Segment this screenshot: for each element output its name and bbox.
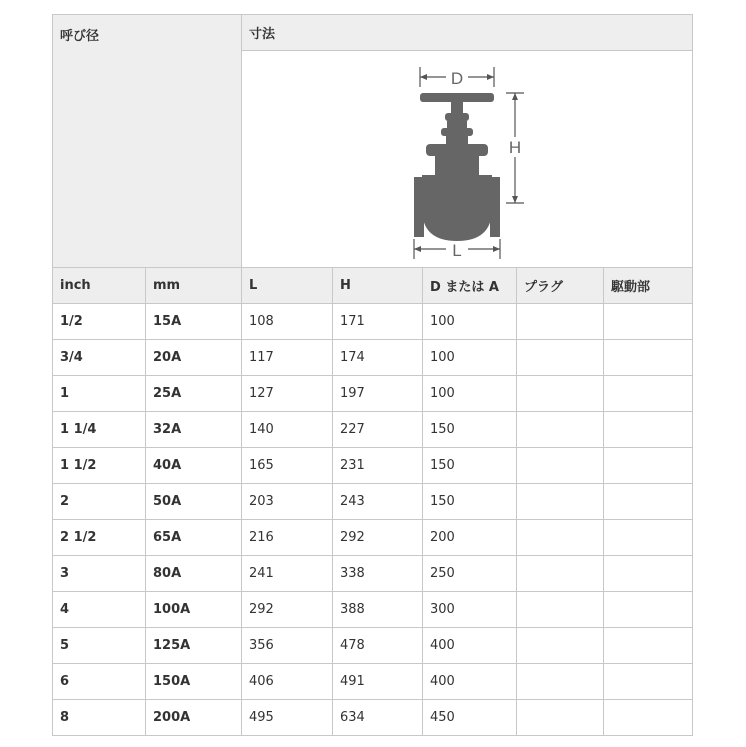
d-cell: 300 [423, 592, 517, 628]
drive-cell [604, 592, 693, 628]
table-row [53, 520, 693, 556]
drive-cell [604, 412, 693, 448]
label-l: L [452, 240, 462, 260]
table-row [53, 484, 693, 520]
nominal-size-header: 呼び径 [53, 15, 242, 268]
l-cell: 140 [242, 412, 333, 448]
label-d: D [450, 68, 464, 88]
plug-cell [517, 304, 604, 340]
l-cell: 108 [242, 304, 333, 340]
column-header-plug: プラグ [517, 268, 604, 304]
l-cell: 203 [242, 484, 333, 520]
h-cell: 197 [333, 376, 423, 412]
plug-cell [517, 520, 604, 556]
mm-cell: 25A [146, 376, 242, 412]
table-row [53, 664, 693, 700]
table-row [53, 304, 693, 340]
table-row [53, 628, 693, 664]
mm-cell: 150A [146, 664, 242, 700]
h-cell: 491 [333, 664, 423, 700]
l-cell: 117 [242, 340, 333, 376]
column-header-mm: mm [146, 268, 242, 304]
inch-cell: 2 [53, 484, 146, 520]
mm-cell: 20A [146, 340, 242, 376]
d-cell: 150 [423, 412, 517, 448]
mm-cell: 100A [146, 592, 242, 628]
drive-cell [604, 304, 693, 340]
d-cell: 150 [423, 484, 517, 520]
table-row [53, 340, 693, 376]
column-header-inch: inch [53, 268, 146, 304]
dimensions-header: 寸法 [242, 15, 693, 51]
valve-dimension-table [52, 14, 693, 736]
plug-cell [517, 376, 604, 412]
l-cell: 356 [242, 628, 333, 664]
plug-cell [517, 340, 604, 376]
l-cell: 216 [242, 520, 333, 556]
h-cell: 243 [333, 484, 423, 520]
h-cell: 478 [333, 628, 423, 664]
plug-cell [517, 628, 604, 664]
table-row [53, 412, 693, 448]
d-cell: 450 [423, 700, 517, 736]
d-cell: 100 [423, 304, 517, 340]
h-cell: 388 [333, 592, 423, 628]
drive-cell [604, 664, 693, 700]
plug-cell [517, 664, 604, 700]
inch-cell: 5 [53, 628, 146, 664]
plug-cell [517, 448, 604, 484]
column-header-l: L [242, 268, 333, 304]
h-cell: 174 [333, 340, 423, 376]
mm-cell: 40A [146, 448, 242, 484]
inch-cell: 1 [53, 376, 146, 412]
plug-cell [517, 412, 604, 448]
inch-cell: 1 1/4 [53, 412, 146, 448]
l-cell: 406 [242, 664, 333, 700]
drive-cell [604, 340, 693, 376]
mm-cell: 125A [146, 628, 242, 664]
h-cell: 292 [333, 520, 423, 556]
column-header-drive: 駆動部 [604, 268, 693, 304]
inch-cell: 6 [53, 664, 146, 700]
plug-cell [517, 592, 604, 628]
drive-cell [604, 556, 693, 592]
gate-valve-diagram [402, 57, 532, 262]
plug-cell [517, 556, 604, 592]
inch-cell: 2 1/2 [53, 520, 146, 556]
column-header-d: D または A [423, 268, 517, 304]
inch-cell: 3 [53, 556, 146, 592]
drive-cell [604, 520, 693, 556]
drive-cell [604, 700, 693, 736]
label-h: H [508, 137, 522, 157]
l-cell: 495 [242, 700, 333, 736]
plug-cell [517, 484, 604, 520]
l-cell: 165 [242, 448, 333, 484]
mm-cell: 200A [146, 700, 242, 736]
h-cell: 227 [333, 412, 423, 448]
drive-cell [604, 376, 693, 412]
mm-cell: 32A [146, 412, 242, 448]
h-cell: 171 [333, 304, 423, 340]
table-row [53, 700, 693, 736]
table-row [53, 556, 693, 592]
drive-cell [604, 484, 693, 520]
inch-cell: 1/2 [53, 304, 146, 340]
d-cell: 150 [423, 448, 517, 484]
d-cell: 100 [423, 376, 517, 412]
spec-table-container [52, 14, 692, 736]
mm-cell: 15A [146, 304, 242, 340]
d-cell: 400 [423, 628, 517, 664]
valve-diagram-cell [242, 51, 693, 268]
d-cell: 400 [423, 664, 517, 700]
inch-cell: 3/4 [53, 340, 146, 376]
l-cell: 241 [242, 556, 333, 592]
table-row [53, 592, 693, 628]
mm-cell: 65A [146, 520, 242, 556]
table-row [53, 376, 693, 412]
d-cell: 100 [423, 340, 517, 376]
inch-cell: 4 [53, 592, 146, 628]
h-cell: 231 [333, 448, 423, 484]
h-cell: 634 [333, 700, 423, 736]
drive-cell [604, 628, 693, 664]
d-cell: 250 [423, 556, 517, 592]
l-cell: 292 [242, 592, 333, 628]
inch-cell: 8 [53, 700, 146, 736]
d-cell: 200 [423, 520, 517, 556]
table-row [53, 448, 693, 484]
drive-cell [604, 448, 693, 484]
mm-cell: 80A [146, 556, 242, 592]
inch-cell: 1 1/2 [53, 448, 146, 484]
h-cell: 338 [333, 556, 423, 592]
l-cell: 127 [242, 376, 333, 412]
mm-cell: 50A [146, 484, 242, 520]
plug-cell [517, 700, 604, 736]
column-header-h: H [333, 268, 423, 304]
